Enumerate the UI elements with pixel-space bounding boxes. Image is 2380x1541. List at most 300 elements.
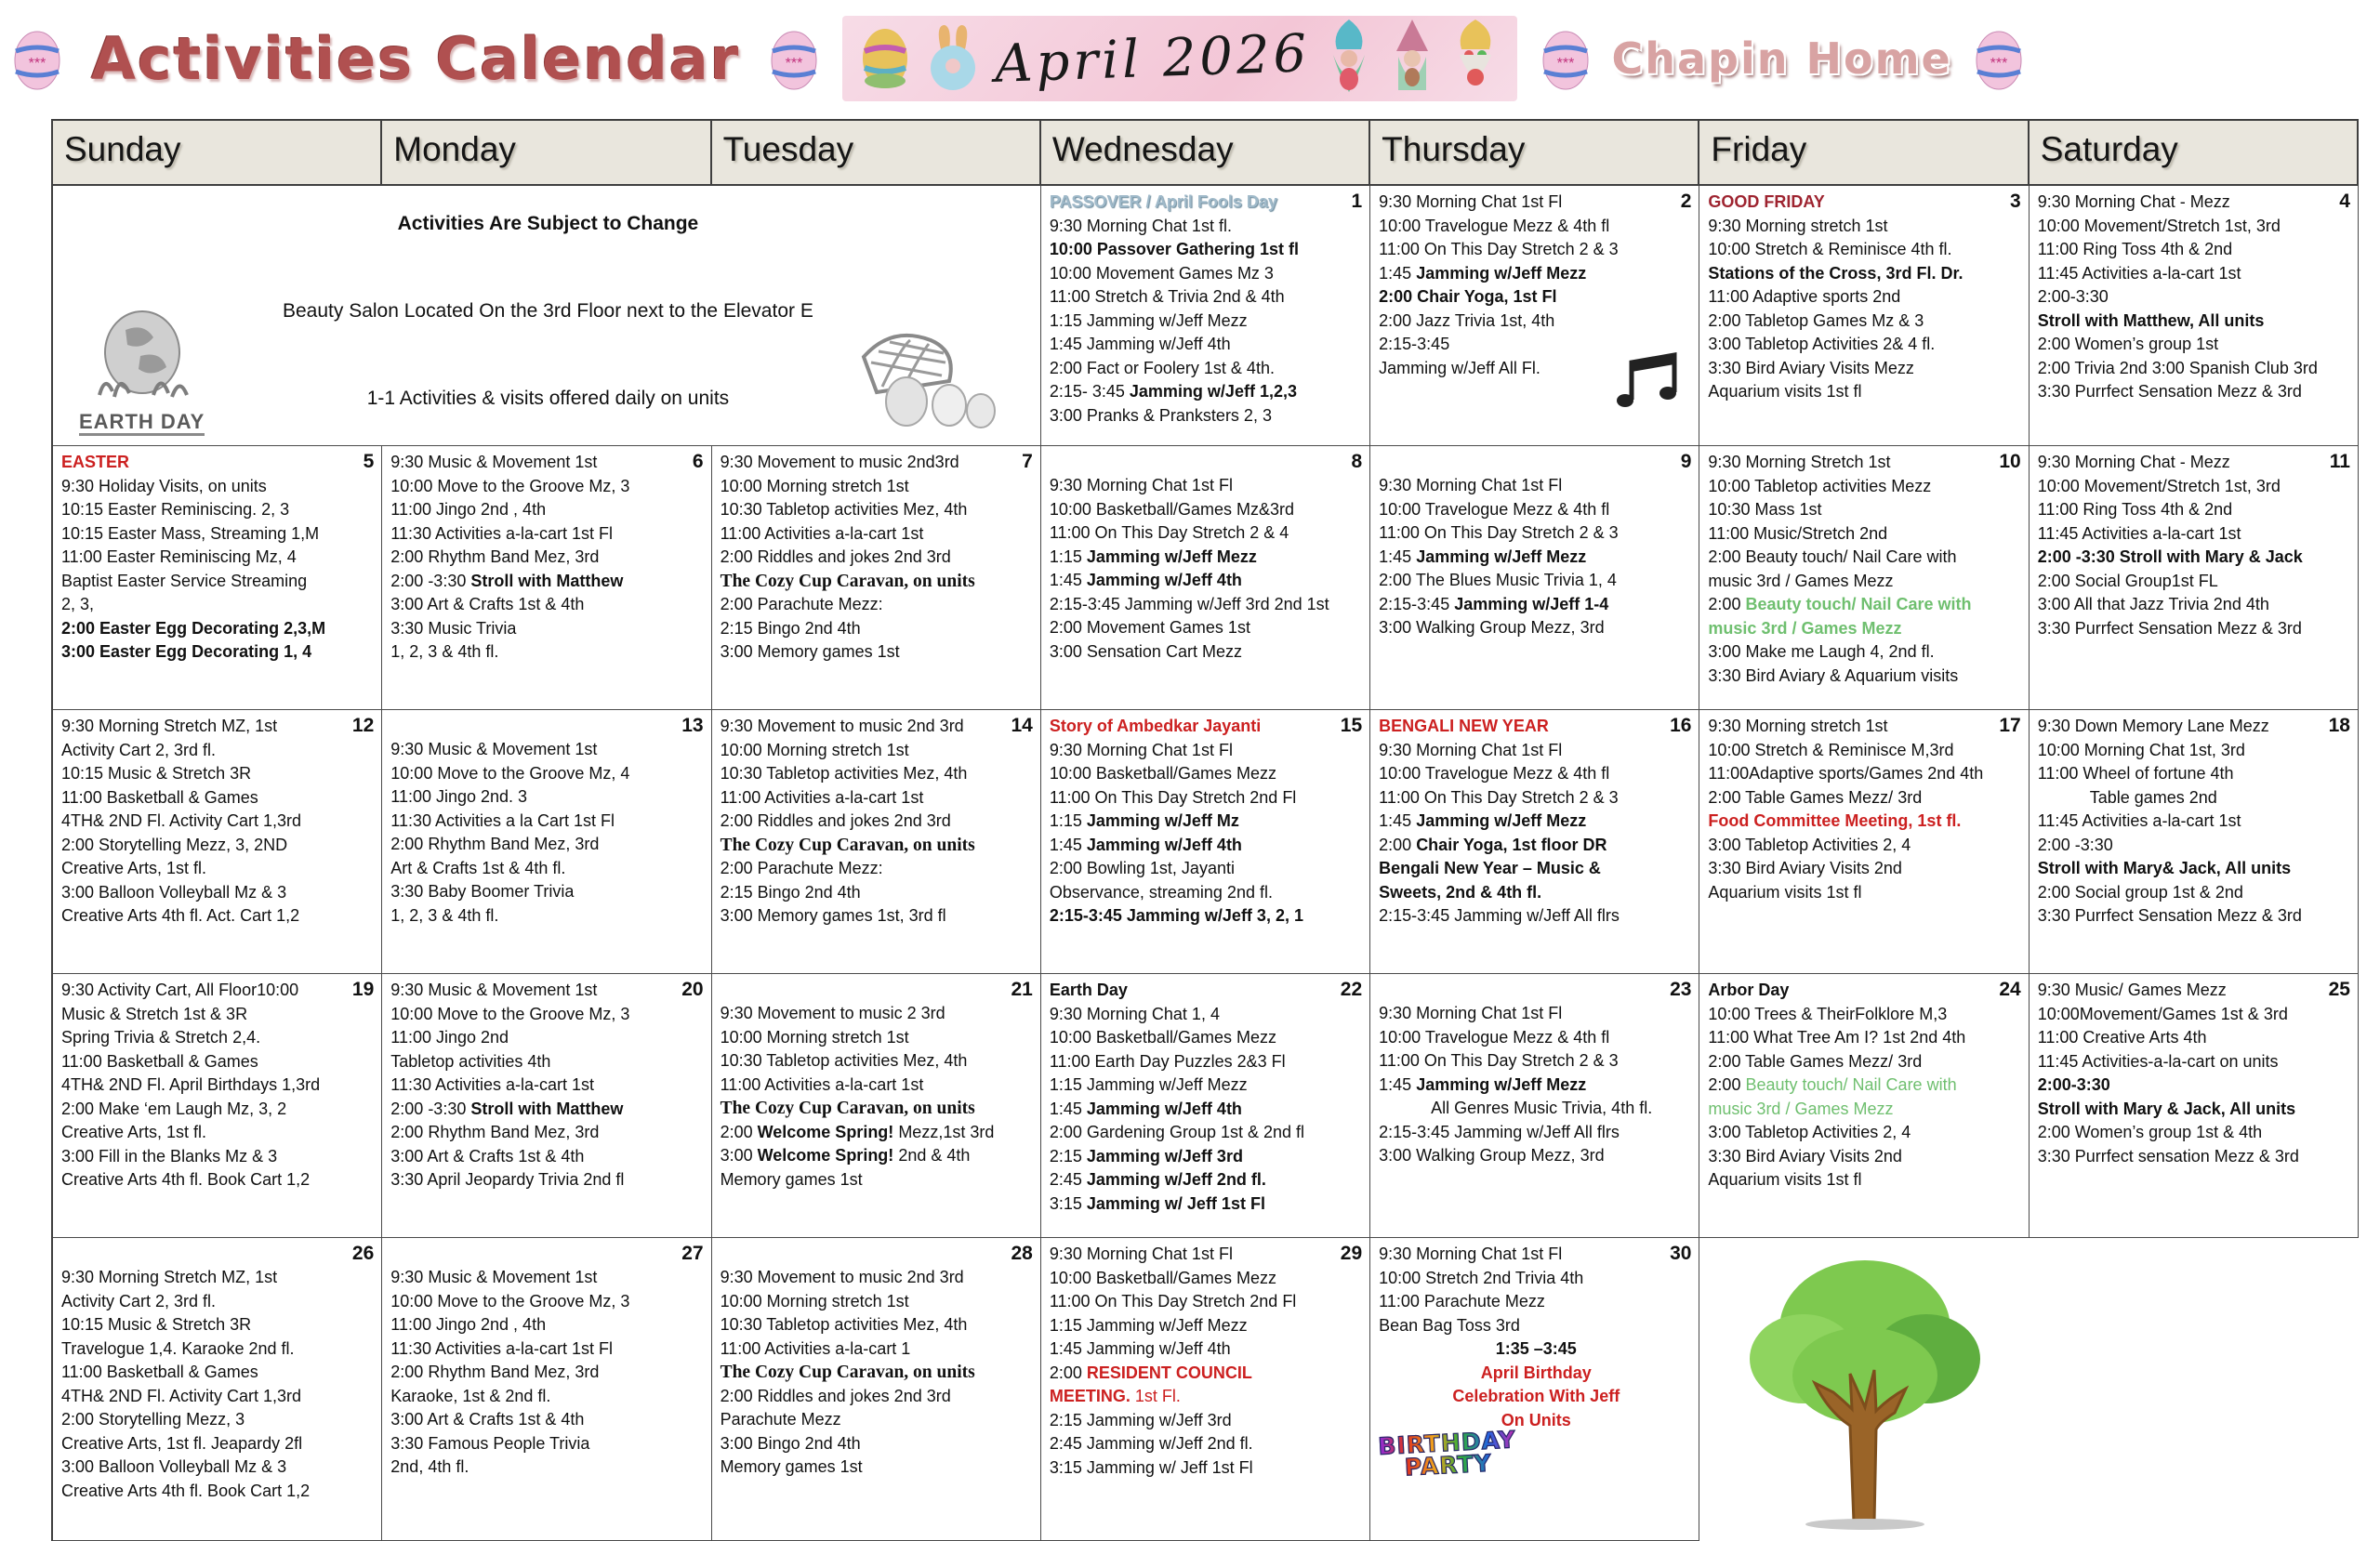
activity-line xyxy=(1379,715,1693,739)
activity-text: 10:00 Stretch & Reminisce M,3rd xyxy=(1708,740,1954,759)
activity-text: Baptist Easter Service Streaming xyxy=(61,571,308,590)
activity-text: 11:00 What Tree Am I? 1st 2nd 4th xyxy=(1708,1028,1966,1047)
activity-line xyxy=(61,1026,376,1050)
activity-line xyxy=(721,715,1035,739)
activity-line xyxy=(61,256,1035,299)
activity-line xyxy=(1708,570,2022,594)
activity-text: 10:00 Passover Gathering 1st fl xyxy=(1049,240,1299,258)
activity-text: 9:30 Morning Chat - Mezz xyxy=(2037,453,2230,471)
activity-line xyxy=(390,1243,705,1266)
activity-line xyxy=(61,1168,376,1192)
birthday-party-logo: BIRTHDAY PARTY xyxy=(1377,1426,1517,1482)
activity-text: 9:30 Morning Chat 1st Fl xyxy=(1049,476,1233,494)
activity-text: 9:30 Morning Chat 1st Fl xyxy=(1379,476,1563,494)
activity-line xyxy=(390,979,705,1003)
activity-line xyxy=(2038,1121,2352,1145)
activity-line xyxy=(61,1098,376,1122)
activity-line xyxy=(61,475,376,499)
activity-text: 3:30 Bird Aviary & Aquarium visits xyxy=(1708,665,1959,685)
activity-line xyxy=(390,640,705,665)
activity-text: 2:00 Easter Egg Decorating 2,3,M xyxy=(61,618,326,638)
activity-text: 10:00 Move to the Groove Mz, 3 xyxy=(390,1291,630,1311)
activity-text: PASSOVER / April Fools Day xyxy=(1049,192,1277,211)
activity-text: 11:00 On This Day Stretch 2nd Fl xyxy=(1049,787,1297,807)
activity-text: Activities Are Subject to Change xyxy=(397,213,699,234)
calendar-day-cell xyxy=(53,1238,382,1541)
activity-line xyxy=(721,498,1035,522)
calendar-day-cell xyxy=(1041,1238,1370,1541)
activity-text: 4TH& 2ND Fl. Activity Cart 1,3rd xyxy=(61,811,302,830)
day-number: 22 xyxy=(1340,979,1363,1000)
calendar-day-cell xyxy=(2030,186,2359,446)
activity-line xyxy=(2038,285,2352,310)
activity-text: Celebration With Jeff xyxy=(1452,1387,1620,1405)
activity-line xyxy=(61,617,376,641)
activity-text: music 3rd / Games Mezz xyxy=(1708,571,1894,590)
activity-text: 9:30 Holiday Visits, on units xyxy=(61,476,267,495)
activity-text: 10:00 Movement/Stretch 1st, 3rd xyxy=(2037,216,2281,235)
activity-line xyxy=(390,1003,705,1027)
activity-line xyxy=(2038,1073,2352,1098)
activity-line xyxy=(2038,498,2352,522)
day-number: 3 xyxy=(2010,191,2021,212)
activity-text: 10:00 Trees & TheirFolklore M,3 xyxy=(1708,1004,1948,1023)
activity-line xyxy=(721,1144,1035,1168)
activity-line xyxy=(1050,810,1364,834)
activity-line xyxy=(2038,881,2352,905)
activity-line xyxy=(1379,1073,1693,1098)
activity-line xyxy=(721,1385,1035,1409)
activity-line xyxy=(1050,1290,1364,1314)
activity-text: 9:30 Movement to music 2 3rd xyxy=(720,1004,945,1022)
activity-line xyxy=(1379,1290,1693,1314)
activity-line xyxy=(61,1266,376,1290)
activity-text: 9:30 Music/ Games Mezz xyxy=(2037,981,2227,999)
activity-line xyxy=(390,857,705,881)
calendar-day-cell xyxy=(1041,186,1370,446)
decorated-egg-icon xyxy=(859,23,911,95)
activity-line xyxy=(721,1121,1035,1145)
activity-line xyxy=(1050,1314,1364,1338)
activity-line xyxy=(1050,262,1364,286)
activity-text: 11:00 Stretch & Trivia 2nd & 4th xyxy=(1049,287,1285,306)
activity-text: 9:30 Morning Stretch MZ, 1st xyxy=(61,717,278,735)
activity-text: Jamming w/Jeff 3rd xyxy=(1086,1146,1243,1166)
activity-text: 3:30 Music Trivia xyxy=(390,618,517,638)
activity-line xyxy=(1708,475,2022,499)
activity-text: 3:00 xyxy=(720,1146,758,1165)
activity-text: RESIDENT COUNCIL xyxy=(1086,1363,1252,1382)
activity-text: 9:30 Music & Movement 1st xyxy=(390,453,598,471)
activity-line xyxy=(390,1050,705,1074)
activity-text: 2:00 Table Games Mezz/ 3rd xyxy=(1708,787,1923,807)
day-number: 11 xyxy=(2329,451,2350,472)
activity-line xyxy=(1379,881,1693,905)
activity-text: Music & Stretch 1st & 3R xyxy=(61,1004,248,1023)
activity-line xyxy=(1050,979,1364,1003)
activity-line xyxy=(721,570,1035,594)
activity-line xyxy=(721,1002,1035,1026)
activity-line xyxy=(1379,739,1693,763)
activity-line xyxy=(1050,285,1364,310)
activity-text: Memory games 1st xyxy=(720,1169,863,1189)
activity-line xyxy=(61,1243,376,1266)
activity-line xyxy=(1050,215,1364,239)
activity-line xyxy=(390,546,705,570)
activity-line xyxy=(1050,1337,1364,1362)
activity-line xyxy=(1708,1145,2022,1169)
activity-line xyxy=(721,810,1035,834)
activity-text: 3:00 Memory games 1st, 3rd fl xyxy=(720,906,946,925)
activity-line xyxy=(1050,834,1364,858)
activity-line xyxy=(1379,1049,1693,1073)
activity-line xyxy=(1050,333,1364,357)
activity-text: 2:00 Women’s group 1st & 4th xyxy=(2037,1123,2263,1141)
calendar-filler xyxy=(1699,1238,2029,1541)
day-number: 12 xyxy=(351,715,375,736)
activity-line xyxy=(390,1290,705,1314)
activity-text: 9:30 Morning Chat 1st Fl xyxy=(1379,1004,1563,1022)
day-number: 19 xyxy=(351,979,375,1000)
activity-text: Aquarium visits 1st fl xyxy=(1708,1170,1862,1189)
activity-line xyxy=(2038,238,2352,262)
activity-text: Story of Ambedkar Jayanti xyxy=(1049,717,1262,735)
activity-line xyxy=(1708,1098,2022,1122)
activity-line xyxy=(61,1290,376,1314)
activity-text: 2:45 xyxy=(1049,1170,1087,1189)
activity-line xyxy=(1379,1121,1693,1145)
activity-text: 3:30 Purrfect Sensation Mezz & 3rd xyxy=(2037,906,2302,925)
activity-text: 11:00 Music/Stretch 2nd xyxy=(1708,523,1888,543)
day-number: 4 xyxy=(2339,191,2350,212)
activity-text: 2:00 Trivia 2nd 3:00 Spanish Club 3rd xyxy=(2037,358,2318,377)
activity-text: 9:30 Movement to music 2nd 3rd xyxy=(720,1268,964,1286)
activity-line xyxy=(2038,1145,2352,1169)
activity-text: 11:00 Jingo 2nd. 3 xyxy=(390,787,528,806)
activity-text: Jamming w/Jeff 2nd fl. xyxy=(1086,1170,1266,1189)
activity-line xyxy=(61,1455,376,1480)
activity-line xyxy=(390,833,705,857)
calendar-day-cell xyxy=(1699,446,2029,710)
activity-line xyxy=(1050,498,1364,522)
activity-text: 2:45 Jamming w/Jeff 2nd fl. xyxy=(1049,1434,1253,1453)
activity-line xyxy=(2038,546,2352,570)
activity-text: 10:00 Move to the Groove Mz, 4 xyxy=(390,763,630,783)
activity-line xyxy=(390,904,705,929)
activity-line xyxy=(721,1073,1035,1098)
activity-line xyxy=(390,1145,705,1169)
activity-line xyxy=(61,212,1035,256)
activity-text: 2:00 -3:30 xyxy=(390,1099,471,1118)
activity-text: 10:30 Mass 1st xyxy=(1708,500,1822,519)
calendar-day-cell xyxy=(2030,710,2359,974)
activity-text: Earth Day xyxy=(1049,981,1128,999)
activity-line xyxy=(2038,1003,2352,1027)
activity-text: 3:15 Jamming w/ Jeff 1st Fl xyxy=(1049,1457,1253,1477)
activity-text: 2:00 Rhythm Band Mez, 3rd xyxy=(390,547,600,566)
activity-text: 2:00 Gardening Group 1st & 2nd fl xyxy=(1049,1123,1305,1141)
activity-line xyxy=(1708,640,2022,665)
activity-text: The Cozy Cup Caravan, on units xyxy=(720,1099,975,1118)
activity-text: 2:00 Jazz Trivia 1st, 4th xyxy=(1379,310,1555,330)
activity-line xyxy=(1708,357,2022,381)
activity-line xyxy=(390,475,705,499)
activity-line xyxy=(61,715,376,739)
activity-text: 2:15-3:45 Jamming w/Jeff All flrs xyxy=(1379,906,1620,925)
activity-text: Creative Arts, 1st fl. Jeapardy 2fl xyxy=(61,1433,303,1453)
activity-text: 1-1 Activities & visits offered daily on units xyxy=(366,388,730,409)
activity-line xyxy=(1379,1362,1693,1386)
activity-text: 2:00 Beauty touch/ Nail Care with xyxy=(1708,547,1957,566)
activity-text: 11:00 Earth Day Puzzles 2&3 Fl xyxy=(1049,1051,1286,1071)
activity-text: 3:30 Purrfect sensation Mezz & 3rd xyxy=(2037,1146,2299,1166)
activity-line xyxy=(2038,380,2352,404)
activity-line xyxy=(1050,569,1364,593)
activity-line xyxy=(1379,546,1693,570)
activity-line xyxy=(1050,310,1364,334)
activity-text: Observance, streaming 2nd fl. xyxy=(1049,882,1273,902)
activity-text: 11:00Adaptive sports/Games 2nd 4th xyxy=(1708,764,1984,783)
day-number: 10 xyxy=(1999,451,2021,472)
activity-line xyxy=(61,904,376,929)
activity-text: 3:00 Memory games 1st xyxy=(720,642,900,661)
activity-text: Stroll with Matthew xyxy=(470,1099,624,1118)
day-header-wednesday: Wednesday xyxy=(1041,121,1370,186)
gnome-icon xyxy=(1387,18,1437,100)
activity-line xyxy=(61,810,376,834)
activity-line xyxy=(1050,1026,1364,1050)
activity-text: 11:00 Jingo 2nd , 4th xyxy=(390,1315,547,1334)
activity-line xyxy=(2038,715,2352,739)
activity-text: 2:00 Movement Games 1st xyxy=(1049,618,1250,637)
activity-line xyxy=(1050,1243,1364,1267)
day-number: 20 xyxy=(681,979,704,1000)
activity-line xyxy=(61,593,376,617)
calendar-day-cell xyxy=(382,1238,711,1541)
activity-text: 11:00 Jingo 2nd xyxy=(390,1028,509,1047)
activity-line xyxy=(1050,1098,1364,1122)
activity-text: Jamming w/Jeff Mezz xyxy=(1416,547,1587,566)
activity-line xyxy=(1050,546,1364,570)
activity-line xyxy=(1050,1050,1364,1074)
activity-text: 9:30 Morning Chat - Mezz xyxy=(2037,192,2230,211)
activity-text: 2:00 Tabletop Games Mz & 3 xyxy=(1708,310,1924,330)
svg-text:***: *** xyxy=(28,56,46,72)
activity-line xyxy=(390,880,705,904)
activity-text: 1, 2, 3 & 4th fl. xyxy=(390,905,499,925)
activity-line xyxy=(1379,521,1693,546)
activity-text: 3:00 Tabletop Activities 2& 4 fl. xyxy=(1708,335,1936,353)
activity-text: 11:00 Parachute Mezz xyxy=(1379,1292,1545,1311)
calendar-day-cell xyxy=(2030,446,2359,710)
calendar-day-cell xyxy=(53,446,382,710)
calendar-day-cell xyxy=(382,446,711,710)
activity-text: 11:00 On This Day Stretch 2 & 3 xyxy=(1379,240,1619,258)
activity-line xyxy=(390,522,705,547)
day-number: 7 xyxy=(1022,451,1033,472)
calendar-day-cell xyxy=(1041,710,1370,974)
activity-line xyxy=(1050,1362,1364,1386)
svg-text:***: *** xyxy=(1556,56,1574,72)
activity-line xyxy=(1379,569,1693,593)
activity-line xyxy=(1050,881,1364,905)
day-number: 8 xyxy=(1351,451,1363,472)
activity-line xyxy=(1050,715,1364,739)
activity-line xyxy=(721,451,1035,475)
activity-line xyxy=(1050,1385,1364,1409)
activity-text: 2:00 Riddles and jokes 2nd 3rd xyxy=(720,811,951,830)
activity-text: music 3rd / Games Mezz xyxy=(1708,1099,1894,1118)
day-header-sunday: Sunday xyxy=(53,121,382,186)
activity-text: 3:00 Fill in the Blanks Mz & 3 xyxy=(61,1146,278,1166)
activity-text: Food Committee Meeting, 1st fl. xyxy=(1708,811,1962,830)
activity-text: 9:30 Morning stretch 1st xyxy=(1708,717,1888,735)
calendar-day-cell xyxy=(1041,446,1370,710)
activity-text: 10:00 Morning stretch 1st xyxy=(720,476,909,495)
calendar-day-cell xyxy=(1699,186,2029,446)
activity-line xyxy=(1708,238,2022,262)
activity-line xyxy=(2038,810,2352,834)
activity-line xyxy=(1050,739,1364,763)
activity-text: Creative Arts 4th fl. Act. Cart 1,2 xyxy=(61,906,300,925)
activity-line xyxy=(2038,570,2352,594)
activity-line xyxy=(1379,310,1693,334)
activity-text: 9:30 Music & Movement 1st xyxy=(390,740,598,758)
activity-text: The Cozy Cup Caravan, on units xyxy=(720,571,975,591)
activity-text: 1:45 xyxy=(1049,835,1087,854)
activity-text: On Units xyxy=(1501,1410,1571,1429)
day-number: 9 xyxy=(1680,451,1692,472)
activity-text: 11:00 On This Day Stretch 2 & 3 xyxy=(1379,1051,1619,1070)
activity-text: 1:45 Jamming w/Jeff 4th xyxy=(1049,335,1231,353)
activity-text: 1:45 xyxy=(1379,811,1417,830)
activity-line xyxy=(1708,715,2022,739)
activity-text: 1st Fl. xyxy=(1130,1387,1181,1405)
activity-line xyxy=(61,1121,376,1145)
activity-text: 3:15 xyxy=(1049,1193,1087,1213)
activity-line xyxy=(2038,333,2352,357)
activity-line xyxy=(390,1361,705,1385)
activity-text: 2nd, 4th fl. xyxy=(390,1457,469,1476)
activity-text: Activity Cart 2, 3rd fl. xyxy=(61,1291,217,1311)
activity-line xyxy=(1708,857,2022,881)
activity-line xyxy=(1708,1121,2022,1145)
activity-line xyxy=(1379,1026,1693,1050)
facility-name: Chapin Home xyxy=(1611,33,1952,84)
activity-text: April Birthday xyxy=(1480,1363,1592,1382)
day-number: 13 xyxy=(681,715,704,736)
calendar-day-cell xyxy=(2030,974,2359,1238)
activity-line xyxy=(61,451,376,475)
activity-line xyxy=(2038,979,2352,1003)
activity-text: 2:00 Bowling 1st, Jayanti xyxy=(1049,859,1235,877)
activity-line xyxy=(721,546,1035,570)
activity-line xyxy=(1379,451,1693,474)
music-note-icon xyxy=(1613,349,1686,422)
activity-text: 11:00 Creative Arts 4th xyxy=(2037,1028,2207,1047)
activity-text: 1, 2, 3 & 4th fl. xyxy=(390,642,499,661)
calendar-day-cell xyxy=(382,974,711,1238)
activity-line xyxy=(61,762,376,786)
activity-text: 10:30 Tabletop activities Mez, 4th xyxy=(720,500,968,519)
activity-line xyxy=(1050,238,1364,262)
day-number: 24 xyxy=(1999,979,2021,1000)
activity-line xyxy=(1050,1456,1364,1481)
activity-text: 11:00 On This Day Stretch 2nd Fl xyxy=(1049,1292,1297,1311)
activity-line xyxy=(1379,616,1693,640)
activity-text: 11:00 Adaptive sports 2nd xyxy=(1708,287,1901,306)
activity-line xyxy=(1050,521,1364,546)
activity-text: 11:00 On This Day Stretch 2 & 3 xyxy=(1379,787,1619,807)
activity-text: Jamming w/Jeff 4th xyxy=(1086,1099,1242,1118)
activity-text: 10:00 Movement/Stretch 1st, 3rd xyxy=(2037,476,2281,495)
activity-line xyxy=(1379,810,1693,834)
day-number: 25 xyxy=(2328,979,2350,1000)
activity-line xyxy=(1379,1002,1693,1026)
activity-text: 10:00Movement/Games 1st & 3rd xyxy=(2037,1004,2288,1023)
activity-line xyxy=(1050,404,1364,428)
activity-text: 3:30 Bird Aviary Visits Mezz xyxy=(1708,358,1914,377)
day-number: 29 xyxy=(1340,1243,1363,1264)
activity-line xyxy=(2038,1026,2352,1050)
activity-text: 11:00 Activities a-la-cart 1st xyxy=(720,1074,924,1094)
activity-text: 2:00 The Blues Music Trivia 1, 4 xyxy=(1379,571,1617,589)
activity-text: Parachute Mezz xyxy=(720,1410,841,1429)
activity-text: 11:30 Activities a-la-cart 1st xyxy=(390,1075,595,1094)
activity-text: 2:00 Storytelling Mezz, 3, 2ND xyxy=(61,835,288,854)
activity-line xyxy=(1379,215,1693,239)
activity-text: 9:30 Music & Movement 1st xyxy=(390,1268,598,1286)
activity-line xyxy=(1050,191,1364,215)
activity-line xyxy=(61,857,376,881)
activity-text: 3:30 Purrfect Sensation Mezz & 3rd xyxy=(2037,618,2302,638)
activity-line xyxy=(61,1313,376,1337)
day-number: 28 xyxy=(1011,1243,1033,1264)
activity-text: 11:00 Jingo 2nd , 4th xyxy=(390,500,547,519)
day-number: 2 xyxy=(1680,191,1692,212)
activity-text: 2:00 Storytelling Mezz, 3 xyxy=(61,1410,245,1429)
earth-day-label: EARTH DAY xyxy=(79,410,205,437)
activity-text: 10:00 Morning Chat 1st, 3rd xyxy=(2037,740,2245,759)
day-number: 5 xyxy=(363,451,375,472)
activity-line xyxy=(1050,1168,1364,1192)
activity-text: 1:45 xyxy=(1379,263,1417,283)
activity-line xyxy=(1050,1003,1364,1027)
activity-line xyxy=(390,1121,705,1145)
activity-text: 11:00 Basketball & Games xyxy=(61,787,258,807)
activity-text: Jamming w/Jeff Mz xyxy=(1086,811,1239,830)
day-number: 15 xyxy=(1340,715,1363,736)
gnome-icon xyxy=(1324,18,1374,100)
easter-egg-icon xyxy=(1975,27,2023,90)
activity-text: 10:00 Basketball/Games Mz&3rd xyxy=(1049,499,1294,519)
activity-line xyxy=(2038,475,2352,499)
bunny-icon xyxy=(924,21,982,97)
activity-text: Memory games 1st xyxy=(720,1457,863,1476)
activity-text: 10:30 Tabletop activities Mez, 4th xyxy=(720,764,968,783)
activity-text: Jamming w/Jeff Mezz xyxy=(1416,263,1587,283)
activity-line xyxy=(61,546,376,570)
tree-icon xyxy=(1726,1244,2004,1539)
activity-line xyxy=(61,1050,376,1074)
calendar-day-cell xyxy=(712,974,1041,1238)
activity-line xyxy=(721,762,1035,786)
activity-text: Travelogue 1,4. Karaoke 2nd fl. xyxy=(61,1338,295,1358)
activity-line xyxy=(390,785,705,810)
activity-line xyxy=(721,834,1035,858)
activity-line xyxy=(1050,857,1364,881)
activity-text: Jamming w/Jeff Mezz xyxy=(1416,811,1587,830)
